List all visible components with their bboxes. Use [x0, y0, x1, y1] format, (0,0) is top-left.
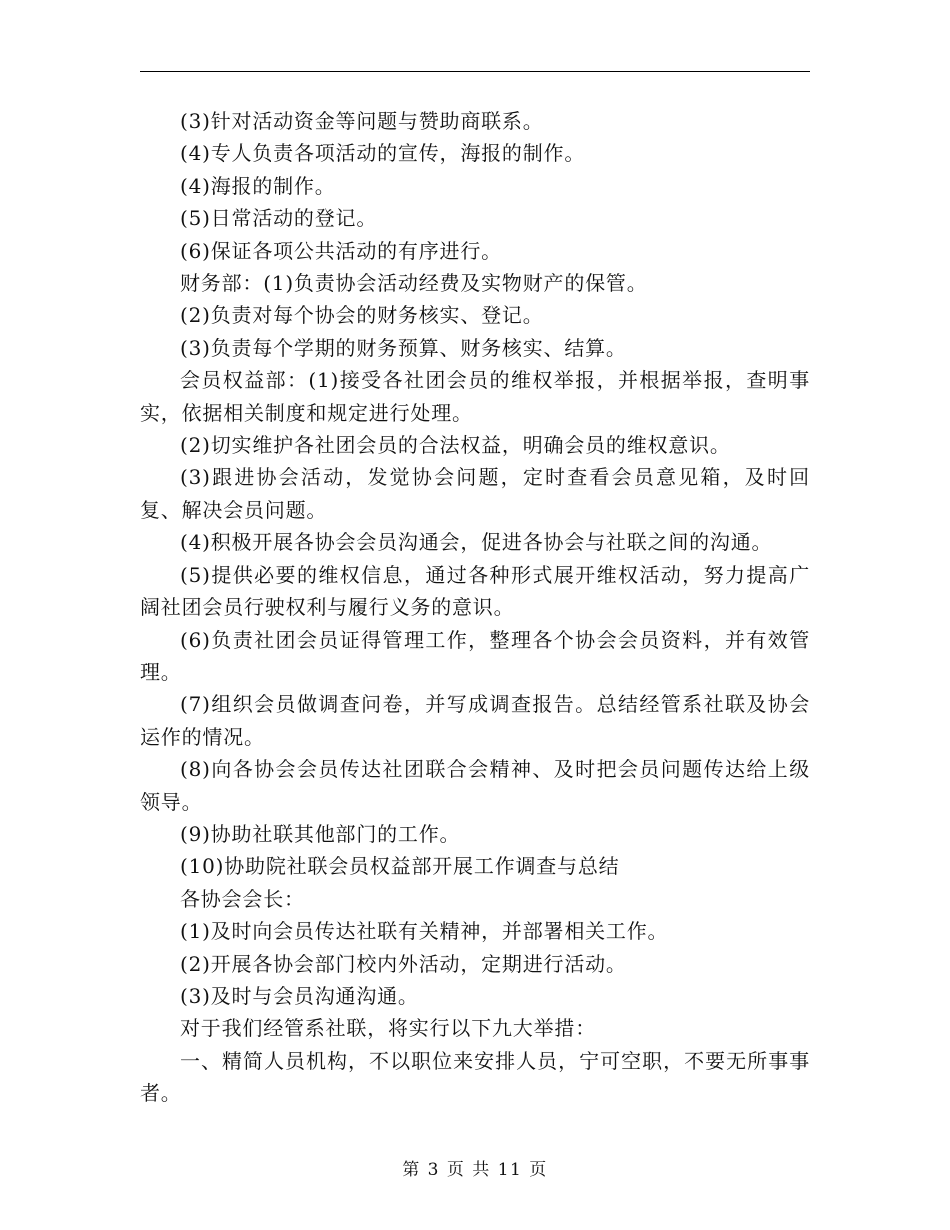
paragraph: (6)负责社团会员证得管理工作，整理各个协会会员资料，并有效管理。 — [140, 627, 810, 684]
paragraph: (4)专人负责各项活动的宣传，海报的制作。 — [180, 141, 586, 166]
paragraph: (2)负责对每个协会的财务核实、登记。 — [180, 303, 544, 328]
paragraph: (4)海报的制作。 — [180, 173, 336, 198]
paragraph: 会员权益部：(1)接受各社团会员的维权举报，并根据举报，查明事实，依据相关制度和规定进行处理。 — [140, 368, 810, 425]
paragraph: (3)负责每个学期的财务预算、财务核实、结算。 — [180, 335, 627, 360]
paragraph: (2)切实维护各社团会员的合法权益，明确会员的维权意识。 — [180, 433, 731, 458]
paragraph: (9)协助社联其他部门的工作。 — [180, 821, 461, 846]
paragraph: (3)跟进协会活动，发觉协会问题，定时查看会员意见箱，及时回复、解决会员问题。 — [140, 465, 810, 522]
paragraph: (5)提供必要的维权信息，通过各种形式展开维权活动，努力提高广阔社团会员行驶权利与履行义务的意识。 — [140, 562, 810, 620]
page-number-footer: 第 3 页 共 11 页 — [402, 1160, 548, 1180]
paragraph: 财务部：(1)负责协会活动经费及实物财产的保管。 — [180, 271, 648, 296]
paragraph: (3)及时与会员沟通沟通。 — [180, 983, 419, 1008]
paragraph: 对于我们经管系社联，将实行以下九大举措： — [180, 1016, 596, 1041]
paragraph: 一、精简人员机构，不以职位来安排人员，宁可空职，不要无所事事者。 — [140, 1048, 810, 1106]
paragraph: (6)保证各项公共活动的有序进行。 — [180, 238, 502, 263]
paragraph: (2)开展各协会部门校内外活动，定期进行活动。 — [180, 951, 627, 976]
paragraph: (8)向各协会会员传达社团联合会精神、及时把会员问题传达给上级领导。 — [140, 757, 810, 814]
paragraph: (4)积极开展各协会会员沟通会，促进各协会与社联之间的沟通。 — [180, 530, 773, 555]
document-body — [140, 105, 810, 1110]
paragraph: (7)组织会员做调查问卷，并写成调查报告。总结经管系社联及协会运作的情况。 — [140, 692, 810, 749]
header-rule — [140, 71, 810, 72]
paragraph: 各协会会长： — [180, 886, 305, 911]
paragraph: (3)针对活动资金等问题与赞助商联系。 — [180, 109, 544, 133]
paragraph: (10)协助院社联会员权益部开展工作调查与总结 — [180, 854, 620, 879]
paragraph: (5)日常活动的登记。 — [180, 206, 378, 231]
paragraph: (1)及时向会员传达社联有关精神，并部署相关工作。 — [180, 919, 669, 944]
